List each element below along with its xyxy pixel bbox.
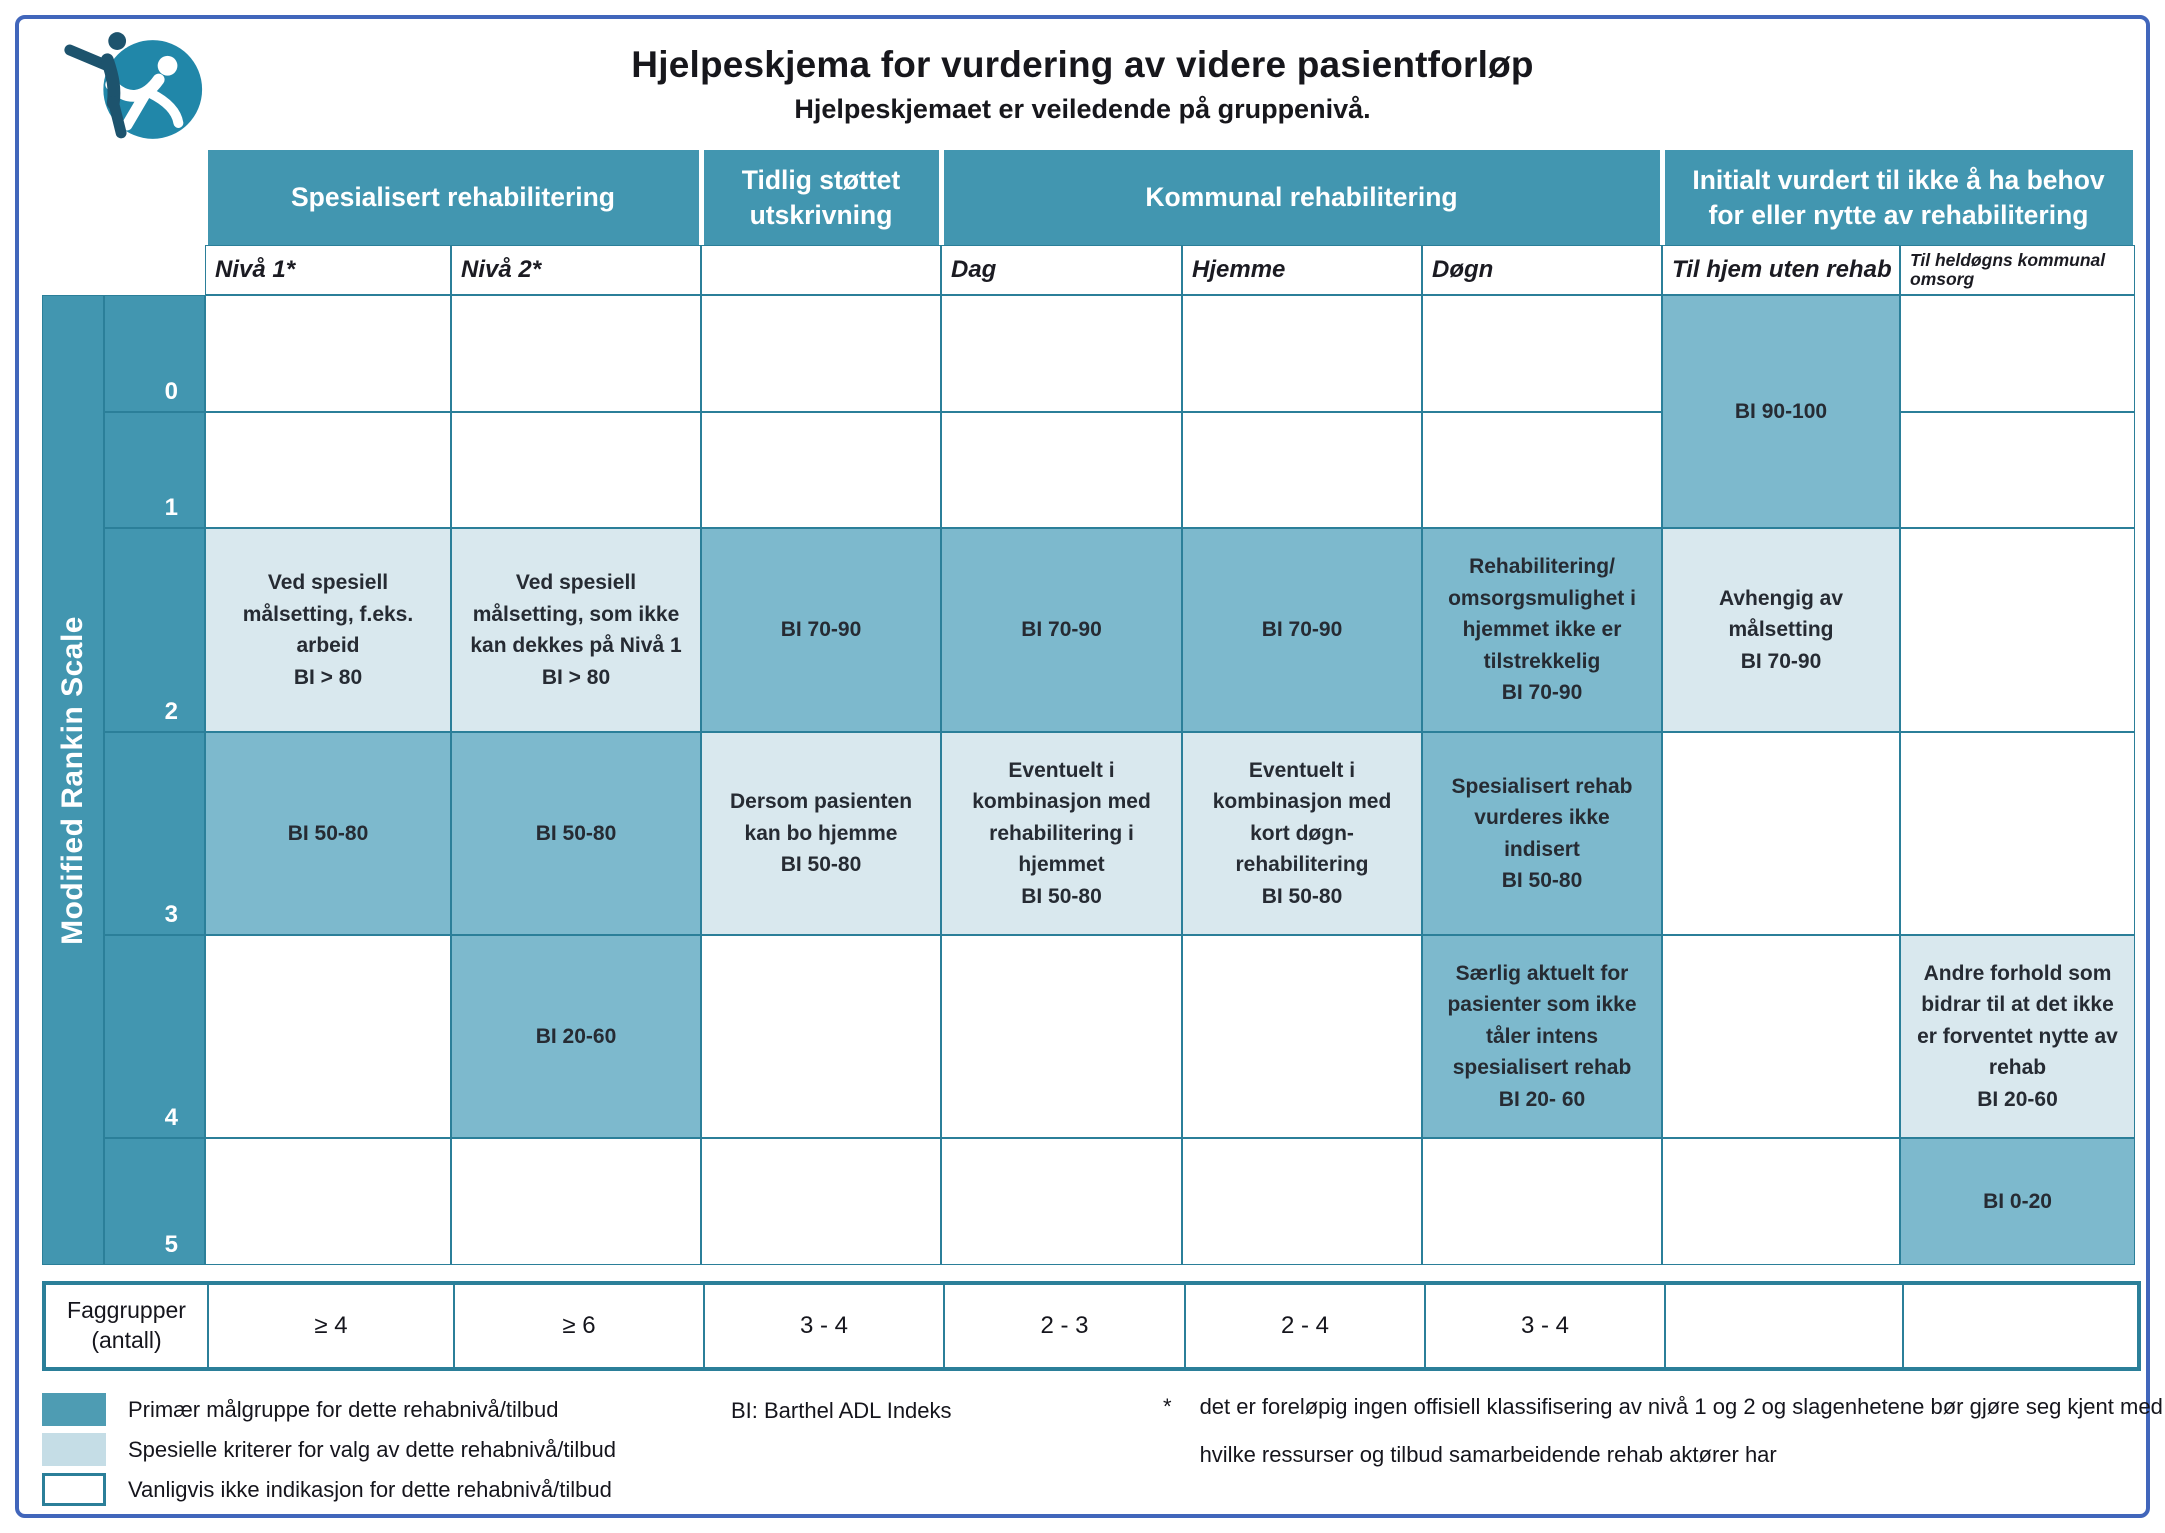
- cell-niva-1-mrs0: [205, 295, 451, 412]
- mrs-row-label-4: 4: [104, 935, 205, 1138]
- bi-abbreviation-note: BI: Barthel ADL Indeks: [731, 1398, 952, 1423]
- cell-dag-mrs0: [941, 295, 1182, 412]
- cell-text-line: BI 70-90: [1021, 618, 1102, 642]
- cell-text-line: BI 70-90: [1740, 649, 1822, 673]
- subheader-niva-2: Nivå 2*: [451, 245, 701, 295]
- cell-til-hjem-uten-rehab-mrs3: [1662, 732, 1900, 935]
- cell-niva-1-mrs2: [205, 528, 451, 732]
- cell-tidlig-stottet-mrs4: [701, 935, 941, 1138]
- group-header-kommunal-rehabilitering: Kommunal rehabilitering: [944, 150, 1660, 245]
- cell-hjemme-mrs0: [1182, 295, 1422, 412]
- legend-label-primary: Primær målgruppe for dette rehabnivå/tilbud: [128, 1396, 559, 1422]
- faggrupper-value-7: [1903, 1284, 2138, 1368]
- cell-text-line: BI 70-90: [1261, 618, 1343, 642]
- cell-text-line: Særlig aktuelt for pasienter som ikke tåler intens spesialisert rehab: [1447, 961, 1637, 1080]
- cell-til-heldogns-kommunal-omsorg-mrs3: [1900, 732, 2135, 935]
- cell-til-hjem-uten-rehab-mrs2: [1662, 528, 1900, 732]
- cell-til-hjem-uten-rehab-mrs0: [1662, 295, 1900, 528]
- group-header-initialt-ikke-behov: Initialt vurdert til ikke å ha behov for eller nytte av rehabilitering: [1665, 150, 2133, 245]
- cell-text-line: BI 50-80: [780, 853, 862, 877]
- matrix-table: [42, 150, 2135, 1265]
- cell-til-heldogns-kommunal-omsorg-mrs1: [1900, 412, 2135, 528]
- faggrupper-value-2: 3 - 4: [704, 1284, 944, 1368]
- cell-niva-2-mrs3: [451, 732, 701, 935]
- page-title: Hjelpeskjema for vurdering av videre pasientforløp: [631, 44, 1534, 85]
- legend-label-none: Vanligvis ikke indikasjon for dette rehabnivå/tilbud: [128, 1476, 612, 1502]
- faggrupper-value-1: ≥ 6: [454, 1284, 704, 1368]
- mrs-axis-bar: [42, 295, 104, 1265]
- faggrupper-table: [42, 1281, 2141, 1371]
- cell-text-line: BI 20-60: [1977, 1087, 2058, 1111]
- cell-text-line: Spesialisert rehab vurderes ikke indisert: [1451, 774, 1633, 861]
- cell-text-line: Eventuelt i kombinasjon med kort døgn-rehabilitering: [1212, 758, 1392, 877]
- legend-swatch-special: [42, 1433, 106, 1466]
- group-header-tidlig-stottet-utskrivning: Tidlig støttet utskrivning: [704, 150, 939, 245]
- faggrupper-label-line: Faggrupper: [67, 1297, 186, 1324]
- mrs-row-label-2: 2: [104, 528, 205, 732]
- cell-tidlig-stottet-mrs3: [701, 732, 941, 935]
- cell-text-line: BI > 80: [293, 665, 363, 689]
- footnote-marker: *: [1163, 1394, 1172, 1419]
- mrs-row-label-3: 3: [104, 732, 205, 935]
- faggrupper-value-6: [1665, 1284, 1903, 1368]
- page-subtitle: Hjelpeskjemaet er veiledende på gruppenivå.: [794, 94, 1371, 124]
- subheader-til-hjem-uten-rehab: Til hjem uten rehab: [1662, 245, 1900, 295]
- cell-niva-2-mrs5: [451, 1138, 701, 1265]
- cell-dag-mrs3: [941, 732, 1182, 935]
- cell-hjemme-mrs1: [1182, 412, 1422, 528]
- cell-dogn-mrs0: [1422, 295, 1662, 412]
- cell-til-hjem-uten-rehab-mrs5: [1662, 1138, 1900, 1265]
- cell-dogn-mrs4: [1422, 935, 1662, 1138]
- subheader-til-heldogns-kommunal-omsorg: Til heldøgns kommunal omsorg: [1900, 245, 2135, 295]
- cell-text-line: BI 50-80: [535, 821, 617, 845]
- cell-dag-mrs1: [941, 412, 1182, 528]
- cell-text-line: BI 90-100: [1734, 399, 1828, 423]
- cell-tidlig-stottet-mrs0: [701, 295, 941, 412]
- cell-niva-2-mrs1: [451, 412, 701, 528]
- cell-til-heldogns-kommunal-omsorg-mrs5: [1900, 1138, 2135, 1265]
- cell-text-line: BI 0-20: [1983, 1189, 2052, 1213]
- cell-text-line: Ved spesiell målsetting, f.eks. arbeid: [242, 571, 414, 657]
- faggrupper-label-line: (antall): [91, 1327, 162, 1353]
- mrs-row-label-1: 1: [104, 412, 205, 528]
- legend: [42, 1393, 616, 1506]
- subheader-tidlig-stottet: [701, 245, 941, 295]
- footnote: [1163, 1383, 2165, 1479]
- subheader-dag: Dag: [941, 245, 1182, 295]
- subheader-hjemme: Hjemme: [1182, 245, 1422, 295]
- cell-niva-2-mrs4: [451, 935, 701, 1138]
- faggrupper-label: [45, 1284, 208, 1368]
- cell-niva-1-mrs4: [205, 935, 451, 1138]
- cell-text-line: BI 20- 60: [1498, 1087, 1586, 1111]
- cell-hjemme-mrs2: [1182, 528, 1422, 732]
- cell-dag-mrs5: [941, 1138, 1182, 1265]
- cell-text-line: Avhengig av målsetting: [1718, 586, 1844, 642]
- cell-text-line: BI 50-80: [1501, 869, 1583, 892]
- cell-niva-1-mrs1: [205, 412, 451, 528]
- cell-tidlig-stottet-mrs5: [701, 1138, 941, 1265]
- cell-text-line: Rehabilitering/ omsorgsmulighet i hjemmet ikke er tilstrekkelig: [1448, 555, 1636, 673]
- cell-text-line: Dersom pasienten kan bo hjemme: [729, 790, 913, 845]
- cell-dag-mrs2: [941, 528, 1182, 732]
- cell-tidlig-stottet-mrs2: [701, 528, 941, 732]
- cell-text-line: Eventuelt i kombinasjon med rehabilitering i hjemmet: [972, 758, 1151, 877]
- cell-niva-2-mrs0: [451, 295, 701, 412]
- cell-til-hjem-uten-rehab-mrs4: [1662, 935, 1900, 1138]
- legend-label-special: Spesielle kriterer for valg av dette rehabnivå/tilbud: [128, 1436, 616, 1462]
- faggrupper-value-5: 3 - 4: [1425, 1284, 1665, 1368]
- cell-dogn-mrs1: [1422, 412, 1662, 528]
- cell-text-line: BI 70-90: [1501, 681, 1583, 705]
- cell-text-line: BI 50-80: [1261, 884, 1343, 908]
- cell-hjemme-mrs3: [1182, 732, 1422, 935]
- cell-text-line: BI 50-80: [287, 821, 369, 845]
- cell-text-line: BI 70-90: [780, 618, 862, 642]
- legend-item-special: [42, 1433, 616, 1466]
- cell-hjemme-mrs4: [1182, 935, 1422, 1138]
- cell-text-line: BI > 80: [541, 665, 611, 689]
- cell-text-line: Ved spesiell målsetting, som ikke kan dekkes på Nivå 1: [470, 571, 682, 657]
- cell-til-heldogns-kommunal-omsorg-mrs2: [1900, 528, 2135, 732]
- mrs-row-label-0: 0: [104, 295, 205, 412]
- cell-til-heldogns-kommunal-omsorg-mrs0: [1900, 295, 2135, 412]
- mrs-row-label-5: 5: [104, 1138, 205, 1265]
- cell-dogn-mrs5: [1422, 1138, 1662, 1265]
- cell-niva-2-mrs2: [451, 528, 701, 732]
- legend-swatch-primary: [42, 1393, 106, 1426]
- faggrupper-value-0: ≥ 4: [208, 1284, 454, 1368]
- cell-niva-1-mrs3: [205, 732, 451, 935]
- cell-text-line: Andre forhold som bidrar til at det ikke er forventet nytte av rehab: [1917, 961, 2118, 1080]
- faggrupper-value-3: 2 - 3: [944, 1284, 1185, 1368]
- cell-hjemme-mrs5: [1182, 1138, 1422, 1265]
- cell-dogn-mrs3: [1422, 732, 1662, 935]
- legend-item-primary: [42, 1393, 616, 1426]
- faggrupper-value-4: 2 - 4: [1185, 1284, 1425, 1368]
- cell-til-heldogns-kommunal-omsorg-mrs4: [1900, 935, 2135, 1138]
- cell-niva-1-mrs5: [205, 1138, 451, 1265]
- legend-item-none: [42, 1473, 616, 1506]
- group-header-spesialisert-rehabilitering: Spesialisert rehabilitering: [208, 150, 699, 245]
- cell-text-line: BI 20-60: [535, 1024, 617, 1048]
- cell-tidlig-stottet-mrs1: [701, 412, 941, 528]
- cell-dogn-mrs2: [1422, 528, 1662, 732]
- cell-dag-mrs4: [941, 935, 1182, 1138]
- subheader-niva-1: Nivå 1*: [205, 245, 451, 295]
- mrs-axis-label: Modified Rankin Scale: [56, 615, 89, 945]
- legend-swatch-none: [42, 1473, 106, 1506]
- subheader-dogn: Døgn: [1422, 245, 1662, 295]
- cell-text-line: BI 50-80: [1021, 884, 1102, 908]
- footnote-text: det er foreløpig ingen offisiell klassifisering av nivå 1 og 2 og slagenhetene bør gjøre seg kjent med hvilke ressurser og tilbud samarbeidende rehab aktører har: [1199, 1394, 2163, 1467]
